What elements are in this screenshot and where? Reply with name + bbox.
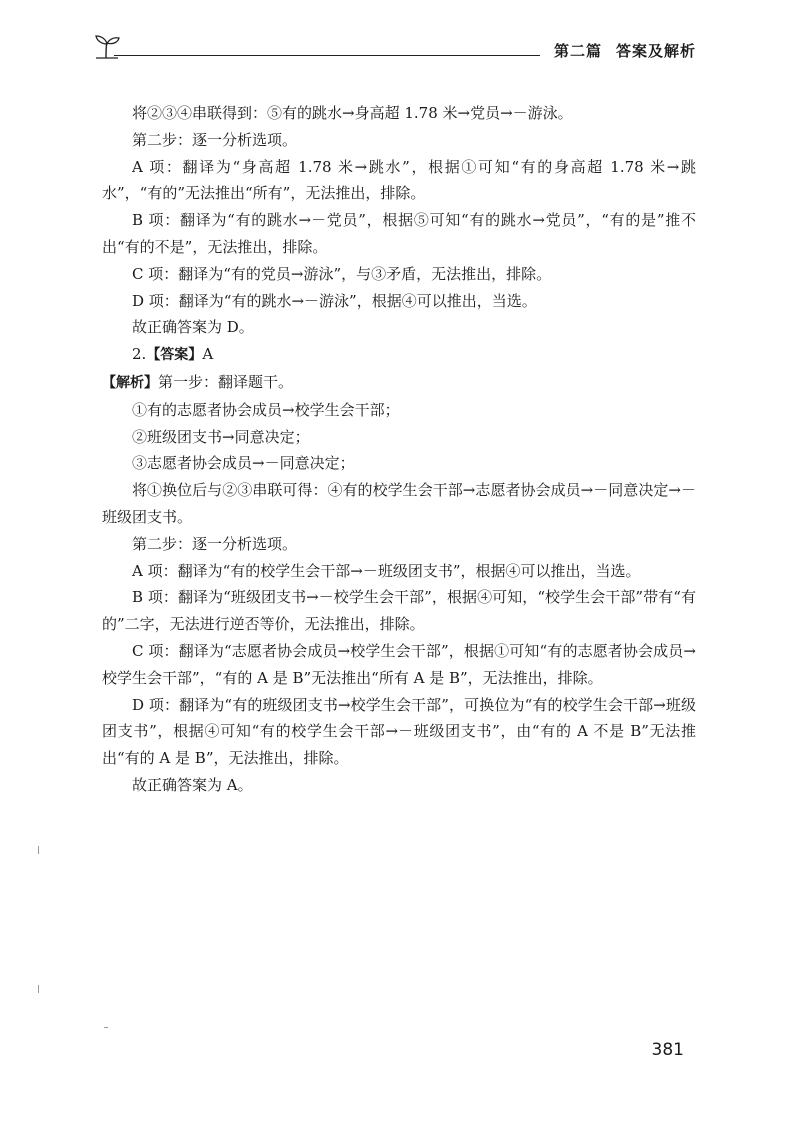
paragraph: B 项：翻译为“班级团支书→－校学生会干部”，根据④可知，“校学生会干部”带有“有的”二字，无法进行逆否等价，无法推出，排除。 (102, 588, 696, 634)
paragraph: 第一步：翻译题干。 (158, 372, 294, 391)
paragraph: 故正确答案为 A。 (132, 775, 253, 794)
paragraph: ③志愿者协会成员→－同意决定； (132, 454, 355, 473)
page-number: 381 (651, 1040, 684, 1060)
scan-mark (38, 846, 39, 854)
paragraph: ②班级团支书→同意决定； (132, 427, 310, 446)
header-section-title: 答案及解析 (615, 42, 696, 60)
paragraph: 将①换位后与②③串联可得：④有的校学生会干部→志愿者协会成员→－同意决定→－班级团支书。 (102, 481, 696, 526)
paragraph: C 项：翻译为“有的党员→游泳”，与③矛盾，无法推出，排除。 (132, 264, 552, 283)
header-rule (114, 55, 540, 56)
header-title (554, 40, 696, 61)
analysis-line (102, 369, 696, 397)
paragraph: A 项：翻译为“身高超 1.78 米→跳水”，根据①可知“有的身高超 1.78 米→跳水”，“有的”无法推出“所有”，无法推出，排除。 (102, 157, 696, 203)
paragraph: C 项：翻译为“志愿者协会成员→校学生会干部”，根据①可知“有的志愿者协会成员→校学生会干部”，“有的 A 是 B”无法推出“所有 A 是 B”，无法推出，排除。 (102, 641, 696, 687)
paragraph: D 项：翻译为“有的跳水→－游泳”，根据④可以推出，当选。 (132, 291, 537, 310)
answer-explanation-body (102, 100, 696, 799)
paragraph: 第二步：逐一分析选项。 (132, 534, 298, 553)
question-number: 2. (132, 345, 147, 364)
paragraph: B 项：翻译为“有的跳水→－党员”，根据⑤可知“有的跳水→党员”，“有的是”推不出“有的不是”，无法推出，排除。 (102, 211, 696, 256)
paragraph: ①有的志愿者协会成员→校学生会干部； (132, 400, 400, 419)
paragraph: D 项：翻译为“有的班级团支书→校学生会干部”，可换位为“有的校学生会干部→班级团支书”，根据④可知“有的校学生会干部→－班级团支书”，由“有的 A 不是 B”无法推出“有的 A 是 B”，无法推出，排除。 (102, 695, 696, 768)
paragraph: 故正确答案为 D。 (132, 318, 254, 337)
scan-mark (38, 985, 39, 993)
paragraph: A 项：翻译为“有的校学生会干部→－班级团支书”，根据④可以推出，当选。 (132, 561, 641, 580)
answer-label: 【答案】 (146, 347, 203, 364)
paragraph: 第二步：逐一分析选项。 (132, 130, 298, 149)
sprout-icon (92, 32, 122, 62)
page-header (92, 32, 704, 62)
scan-mark (104, 1027, 108, 1028)
header-part: 第二篇 (553, 42, 602, 60)
analysis-label: 【解析】 (102, 374, 158, 391)
answer-line (102, 341, 696, 369)
answer-value: A (202, 345, 214, 364)
paragraph: 将②③④串联得到：⑤有的跳水→身高超 1.78 米→党员→－游泳。 (132, 104, 573, 122)
